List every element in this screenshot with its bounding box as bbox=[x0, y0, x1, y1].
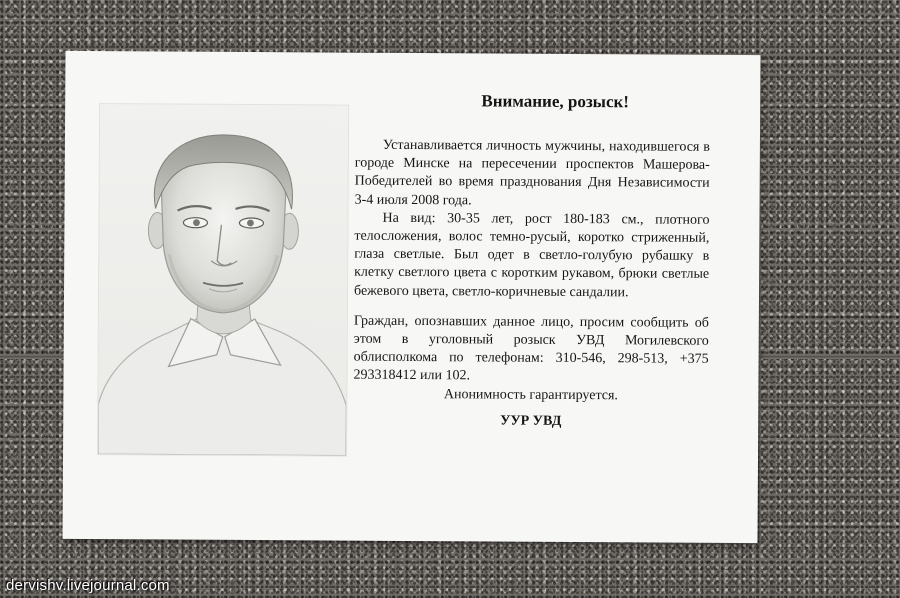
photo-watermark: dervishv.livejournal.com bbox=[6, 577, 170, 594]
contact-paragraph: Граждан, опознавших данное лицо, просим сообщить об этом в уголовный розыск УВД Могилевского облисполкома по телефонам: 310-546, 298-513, +375 293318412 или 102. bbox=[353, 313, 709, 384]
poster-title: Внимание, розыск! bbox=[481, 91, 630, 112]
wanted-poster bbox=[63, 51, 761, 543]
identification-paragraph: Устанавливается личность мужчины, находившегося в городе Минске на пересечении проспектов Машерова-Победителей во время празднования Дня Независимости 3-4 июля 2008 года. bbox=[354, 137, 710, 208]
suspect-pencil-sketch bbox=[97, 103, 349, 457]
sketch-drawing bbox=[98, 104, 348, 456]
description-paragraph: На вид: 30-35 лет, рост 180-183 см., плотного телосложения, волос темно-русый, коротко стриженный, глаза светлые. Был одет в светло-голубую рубашку в клетку светлого цвета с коротким рукавом, брюки светлые бежевого цвета, светло-коричневые сандалии. bbox=[353, 210, 710, 300]
poster-body bbox=[353, 137, 710, 432]
poster-signature: УУР УВД bbox=[500, 413, 562, 429]
anonymity-note: Анонимность гарантируется. bbox=[443, 386, 618, 403]
